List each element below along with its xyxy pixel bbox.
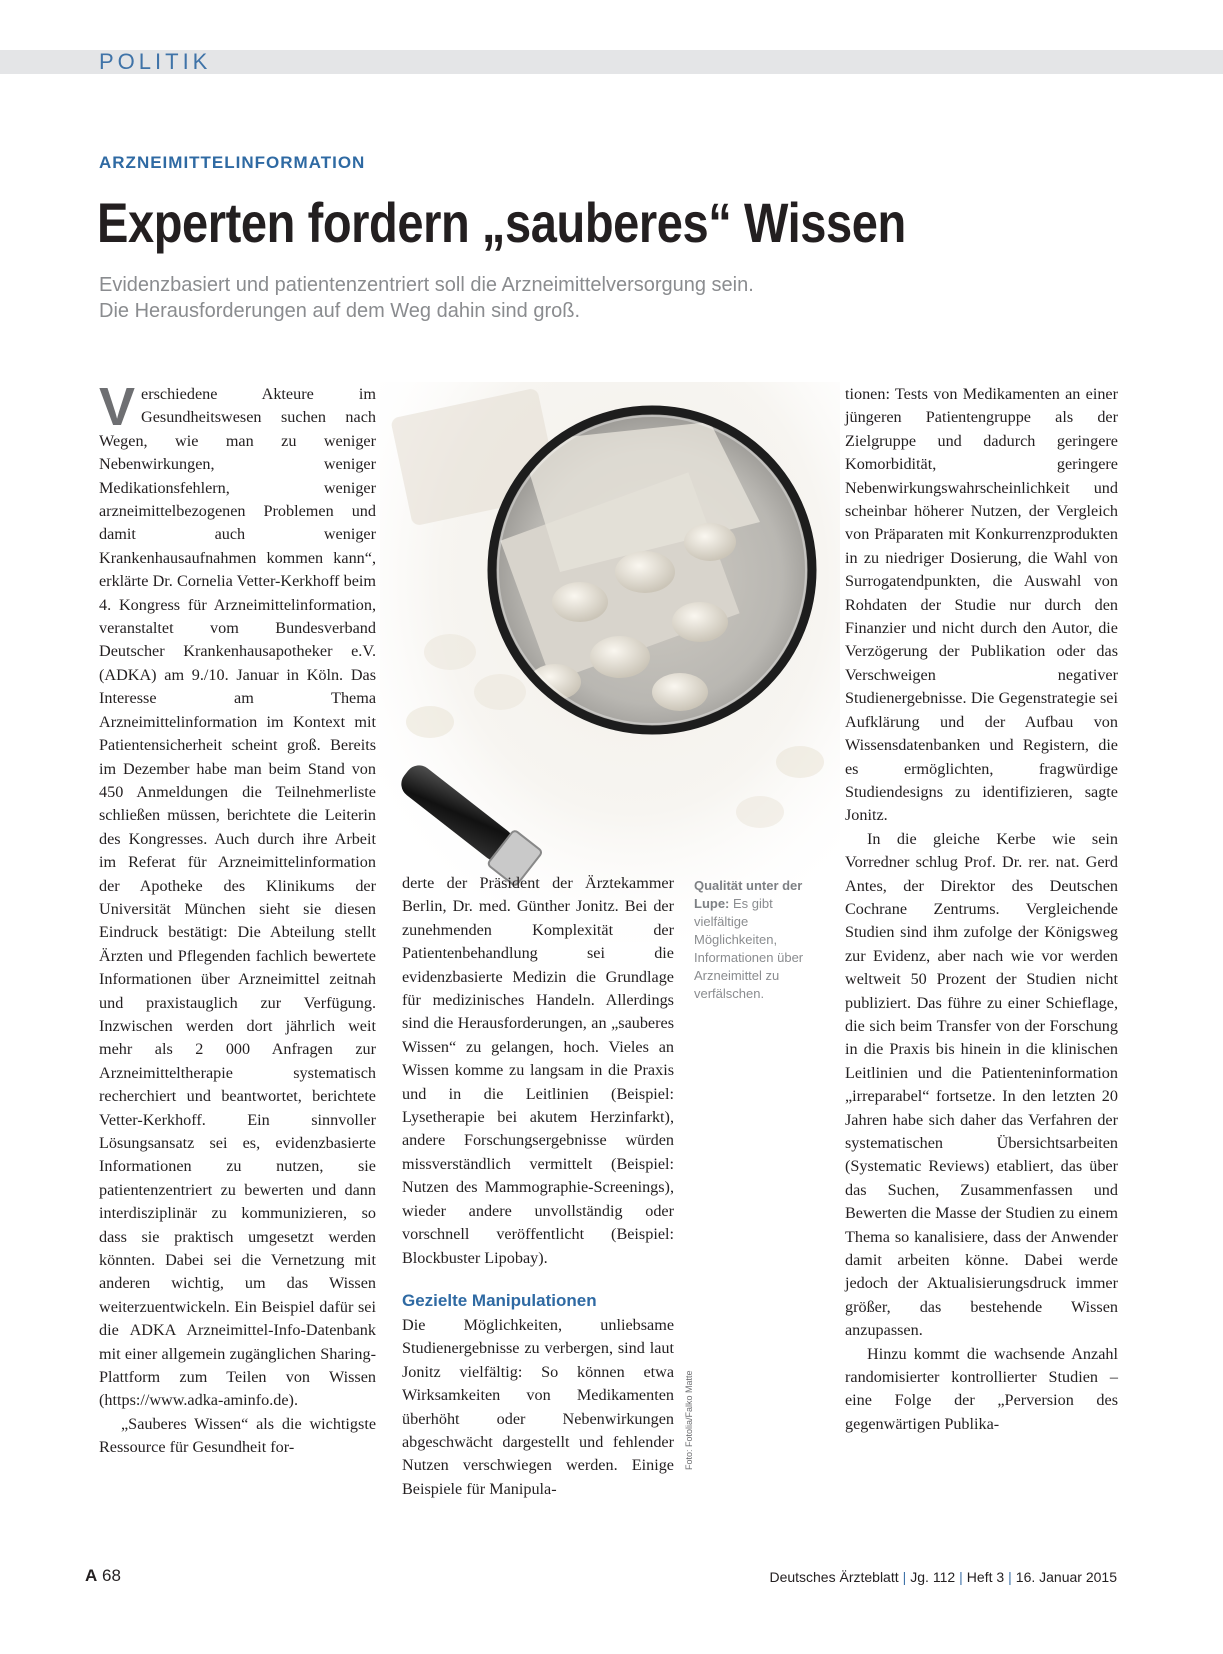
journal-name: Deutsches Ärzteblatt (769, 1569, 899, 1585)
caption-text: Es gibt vielfältige Möglichkeiten, Informationen über Arzneimittel zu verfälschen. (694, 896, 804, 1001)
kicker: ARZNEIMITTELINFORMATION (99, 153, 366, 172)
photo-caption (694, 877, 824, 1003)
magnifier-photo (380, 382, 840, 942)
caption-title: Qualität unter der Lupe: (694, 878, 803, 911)
journal-volume: Jg. 112 (910, 1569, 956, 1585)
body-column-3 (845, 383, 1118, 1436)
page-prefix: A (85, 1566, 98, 1585)
body-paragraph: In die gleiche Kerbe wie sein Vorredner schlug Prof. Dr. rer. nat. Gerd Antes, der Direktor des Deutschen Cochrane Zentrums. Vergleichende Studien sind ihm zufolge der Königsweg zur Evidenz, aber nach wie vor werden weltweit 50 Prozent der Studien nicht publiziert. Das führe zu einer Schieflage, die sich beim Transfer von der Forschung in die Praxis bis hinein in die klinischen Leitlinien und die Patienteninformation „irreparabel“ fortsetze. In den letzten 20 Jahren habe sich daher das Verfahren der systematischen Übersichtsarbeiten (Systematic Reviews) etabliert, das über das Suchen, Zusammenfassen und Bewerten die Masse der Studien zu einem Thema so kanalisiere, dass der Anwender damit arbeiten könne. Dabei werde jedoch der Aktualisierungsdruck immer größer, das bestehende Wissen anzupassen. (845, 829, 1118, 1340)
footer-info: Deutsches Ärzteblatt | Jg. 112 | Heft 3 | 16. Januar 2015 (769, 1569, 1117, 1585)
subheading: Gezielte Manipulationen (402, 1290, 597, 1310)
body-paragraph: derte der Präsident der Ärztekammer Berlin, Dr. med. Günther Jonitz. Bei der zunehmenden Komplexität der Patientenbehandlung sei die evidenzbasierte Medizin die Grundlage für medizinisches Handeln. Allerdings sind die Herausforderungen, an „sauberes Wissen“ zu gelangen, hoch. Vieles an Wissen komme zu langsam in die Praxis und in die Leitlinien (Beispiel: Lysetherapie bei akutem Herzinfarkt), andere Forschungsergebnisse würden missverständlich vermittelt (Beispiel: Nutzen des Mammographie-Screenings), wieder andere unvollständig oder vorschnell veröffentlicht (Beispiel: Blockbuster Lipobay). (402, 874, 674, 1267)
dek-line-2: Die Herausforderungen auf dem Weg dahin sind groß. (99, 300, 581, 322)
body-paragraph: „Sauberes Wissen“ als die wichtigste Ressource für Gesundheit for- (99, 1414, 376, 1457)
body-paragraph: Die Möglichkeiten, unliebsame Studienergebnisse zu verbergen, sind laut Jonitz vielfältig: So können etwa Wirksamkeiten von Medikamenten überhöht oder Nebenwirkungen abgeschwächt dargestellt und fehlender Nutzen verschwiegen werden. Einige Beispiele für Manipula- (402, 1315, 674, 1498)
dek-line-1: Evidenzbasiert und patientenzentriert soll die Arzneimittelversorgung sein. (99, 274, 754, 296)
dropcap: V (99, 377, 136, 437)
journal-issue: Heft 3 (966, 1569, 1005, 1585)
body-paragraph: Hinzu kommt die wachsende Anzahl randomisierter kontrollierter Studien – eine Folge der „Perversion des gegenwärtigen Publika- (845, 1344, 1118, 1433)
dek (99, 272, 999, 324)
page-number-value: 68 (102, 1566, 121, 1585)
body-paragraph: tionen: Tests von Medikamenten an einer jüngeren Patientengruppe als der Zielgruppe und dadurch geringere Komorbidität, geringere Nebenwirkungswahrscheinlichkeit und scheinbar höherer Nutzen, der Vergleich von Präparaten mit Konkurrenzprodukten in zu niedriger Dosierung, die Wahl von Surrogatendpunkten, die Auswahl von Rohdaten der Studie nur durch den Finanzier und nicht durch den Autor, die Verzögerung der Publikation oder das Verschweigen negativer Studienergebnisse. Die Gegenstrategie sei Aufklärung und der Aufbau von Wissensdatenbanken und Registern, die es ermöglichten, fragwürdige Studiendesigns zu identifizieren, sagte Jonitz. (845, 385, 1118, 825)
ressort-label: POLITIK (99, 49, 212, 74)
body-column-1 (99, 377, 376, 1460)
photo-credit: Foto: Fotolia/Falko Matte (684, 1370, 694, 1470)
headline: Experten fordern „sauberes“ Wissen (97, 191, 906, 254)
body-paragraph (99, 377, 376, 1413)
page-number (85, 1566, 121, 1586)
body-column-2 (402, 872, 674, 1501)
issue-date: 16. Januar 2015 (1015, 1569, 1117, 1585)
body-text: erschiedene Akteure im Gesundheitswesen suchen nach Wegen, wie man zu weniger Nebenwirkungen, weniger Medikationsfehlern, weniger arzneimittelbezogenen Problemen und damit auch weniger Krankenhausaufnahmen kommen kann“, erklärte Dr. Cornelia Vetter-Kerkhoff beim 4. Kongress für Arzneimittelinformation, veranstaltet vom Bundesverband Deutscher Krankenhausapotheker e.V. (ADKA) am 9./10. Januar in Köln. Das Interesse am Thema Arzneimittelinformation im Kontext mit Patientensicherheit scheint groß. Bereits im Dezember habe man beim Stand von 450 Anmeldungen die Teilnehmerliste schließen müssen, berichtete die Leiterin des Kongresses. Auch durch ihre Arbeit im Referat für Arzneimittelinformation der Apotheke des Klinikums der Universität München sieht sie diesen Eindruck bestätigt: Die Abteilung stellt Ärzten und Pflegenden fachlich bewertete Informationen über Arzneimittel zeitnah und praxistauglich zur Verfügung. Inzwischen werden dort jährlich weit mehr als 2 000 Anfragen zur Arzneimitteltherapie systematisch recherchiert und beantwortet, berichtete Vetter-Kerkhoff. Ein sinnvoller Lösungsansatz sei es, evidenzbasierte Informationen zu nutzen, sie patientenzentriert zu bewerten und dann interdisziplinär zu kommunizieren, so dass sie praktisch umgesetzt werden könnten. Dabei sei die Vernetzung mit anderen wichtig, um das Wissen weiterzuentwickeln. Ein Beispiel dafür sei die ADKA Arzneimittel-Info-Datenbank mit einer allgemein zugänglichen Sharing-Plattform zum Teilen von Wissen (https://www.adka-aminfo.de). (99, 385, 376, 1410)
